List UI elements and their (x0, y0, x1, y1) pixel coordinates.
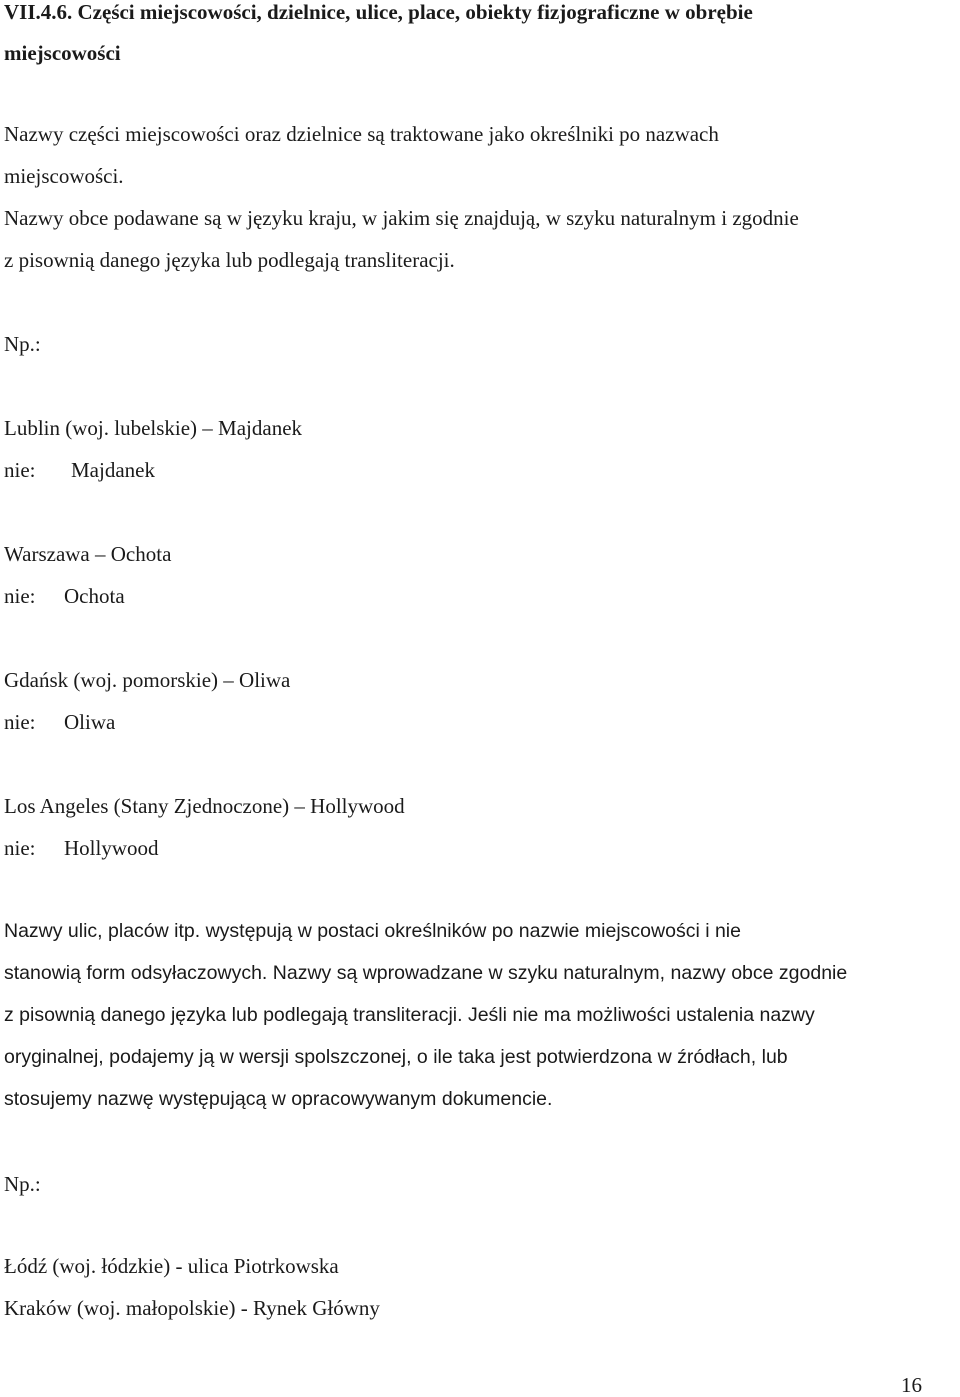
nie-label: nie: (4, 710, 36, 734)
intro-line-1: Nazwy części miejscowości oraz dzielnice są traktowane jako określniki po nazwach (4, 122, 719, 146)
nie-label: nie: (4, 836, 36, 860)
example-label: Np.: (4, 1172, 41, 1196)
example-wrong: Ochota (64, 584, 125, 608)
example-correct: Los Angeles (Stany Zjednoczone) – Hollywood (4, 794, 405, 818)
example-correct: Lublin (woj. lubelskie) – Majdanek (4, 416, 303, 440)
example-correct: Warszawa – Ochota (4, 542, 172, 566)
streets-line-1: Nazwy ulic, placów itp. występują w postaci określników po nazwie miejscowości i nie (4, 920, 741, 942)
section-heading-line-1: VII.4.6. Części miejscowości, dzielnice, ulice, place, obiekty fizjograficzne w obrębie (4, 0, 753, 24)
example-wrong-row (4, 460, 155, 481)
example-wrong-row (4, 712, 115, 733)
example-wrong: Oliwa (64, 710, 116, 734)
streets-line-4: oryginalnej, podajemy ją w wersji spolszczonej, o ile taka jest potwierdzona w źródłach, lub (4, 1046, 788, 1068)
page-number: 16 (901, 1373, 922, 1397)
section-heading-line-2: miejscowości (4, 41, 121, 65)
example-wrong: Majdanek (71, 458, 155, 482)
street-example: Kraków (woj. małopolskie) - Rynek Główny (4, 1296, 380, 1320)
intro-line-2: miejscowości. (4, 164, 124, 188)
streets-line-5: stosujemy nazwę występującą w opracowywanym dokumencie. (4, 1088, 553, 1110)
intro-line-3: Nazwy obce podawane są w języku kraju, w jakim się znajdują, w szyku naturalnym i zgodnie (4, 206, 799, 230)
streets-line-3: z pisownią danego języka lub podlegają transliteracji. Jeśli nie ma możliwości ustalenia nazwy (4, 1004, 815, 1026)
example-wrong: Hollywood (64, 836, 159, 860)
nie-label: nie: (4, 458, 36, 482)
example-label: Np.: (4, 332, 41, 356)
streets-line-2: stanowią form odsyłaczowych. Nazwy są wprowadzane w szyku naturalnym, nazwy obce zgodnie (4, 962, 848, 984)
street-example: Łódź (woj. łódzkie) - ulica Piotrkowska (4, 1254, 339, 1278)
example-correct: Gdańsk (woj. pomorskie) – Oliwa (4, 668, 291, 692)
intro-line-4: z pisownią danego języka lub podlegają transliteracji. (4, 248, 455, 272)
example-wrong-row (4, 586, 125, 607)
example-wrong-row (4, 838, 159, 859)
nie-label: nie: (4, 584, 36, 608)
